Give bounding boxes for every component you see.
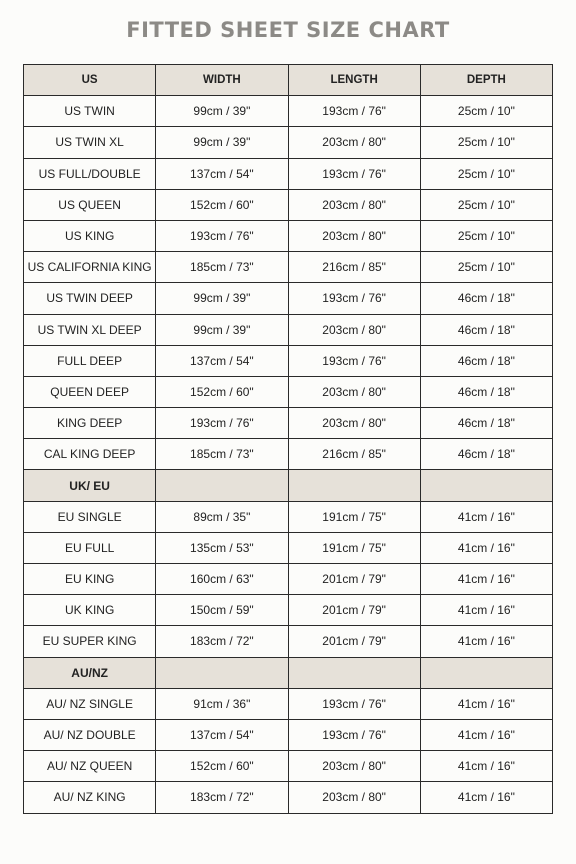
section-blank-cell <box>288 657 420 688</box>
section-blank-cell <box>156 470 288 501</box>
length-value-cell: 203cm / 80" <box>288 408 420 439</box>
depth-value-cell: 41cm / 16" <box>420 501 552 532</box>
width-value-cell: 160cm / 63" <box>156 564 288 595</box>
table-row <box>24 751 553 782</box>
size-name-cell: AU/ NZ KING <box>24 782 156 813</box>
depth-value-cell: 41cm / 16" <box>420 688 552 719</box>
size-name-cell: US TWIN XL <box>24 127 156 158</box>
length-value-cell: 216cm / 85" <box>288 439 420 470</box>
width-value-cell: 91cm / 36" <box>156 688 288 719</box>
depth-value-cell: 41cm / 16" <box>420 595 552 626</box>
length-value-cell: 193cm / 76" <box>288 719 420 750</box>
length-value-cell: 193cm / 76" <box>288 158 420 189</box>
table-row <box>24 127 553 158</box>
table-row <box>24 719 553 750</box>
width-value-cell: 99cm / 39" <box>156 314 288 345</box>
size-chart-table <box>23 64 553 814</box>
table-row <box>24 688 553 719</box>
size-name-cell: US TWIN DEEP <box>24 283 156 314</box>
width-value-cell: 137cm / 54" <box>156 345 288 376</box>
width-value-cell: 137cm / 54" <box>156 158 288 189</box>
table-row <box>24 376 553 407</box>
table-row <box>24 626 553 657</box>
section-blank-cell <box>420 657 552 688</box>
size-name-cell: US KING <box>24 220 156 251</box>
length-value-cell: 203cm / 80" <box>288 751 420 782</box>
header-depth: DEPTH <box>420 65 552 96</box>
length-value-cell: 216cm / 85" <box>288 252 420 283</box>
width-value-cell: 137cm / 54" <box>156 719 288 750</box>
table-row <box>24 532 553 563</box>
table-row <box>24 283 553 314</box>
width-value-cell: 185cm / 73" <box>156 439 288 470</box>
length-value-cell: 191cm / 75" <box>288 532 420 563</box>
width-value-cell: 152cm / 60" <box>156 751 288 782</box>
width-value-cell: 152cm / 60" <box>156 189 288 220</box>
depth-value-cell: 46cm / 18" <box>420 376 552 407</box>
header-length: LENGTH <box>288 65 420 96</box>
length-value-cell: 201cm / 79" <box>288 564 420 595</box>
size-name-cell: US FULL/DOUBLE <box>24 158 156 189</box>
size-name-cell: US CALIFORNIA KING <box>24 252 156 283</box>
depth-value-cell: 25cm / 10" <box>420 189 552 220</box>
section-blank-cell <box>420 470 552 501</box>
depth-value-cell: 41cm / 16" <box>420 751 552 782</box>
size-name-cell: EU SINGLE <box>24 501 156 532</box>
depth-value-cell: 41cm / 16" <box>420 719 552 750</box>
section-blank-cell <box>288 470 420 501</box>
width-value-cell: 152cm / 60" <box>156 376 288 407</box>
width-value-cell: 99cm / 39" <box>156 96 288 127</box>
table-row <box>24 782 553 813</box>
depth-value-cell: 41cm / 16" <box>420 782 552 813</box>
length-value-cell: 203cm / 80" <box>288 314 420 345</box>
size-name-cell: AU/ NZ DOUBLE <box>24 719 156 750</box>
width-value-cell: 99cm / 39" <box>156 283 288 314</box>
width-value-cell: 183cm / 72" <box>156 626 288 657</box>
header-region: US <box>24 65 156 96</box>
size-name-cell: KING DEEP <box>24 408 156 439</box>
length-value-cell: 193cm / 76" <box>288 283 420 314</box>
width-value-cell: 185cm / 73" <box>156 252 288 283</box>
width-value-cell: 135cm / 53" <box>156 532 288 563</box>
length-value-cell: 203cm / 80" <box>288 189 420 220</box>
depth-value-cell: 25cm / 10" <box>420 252 552 283</box>
depth-value-cell: 25cm / 10" <box>420 96 552 127</box>
table-row <box>24 158 553 189</box>
size-name-cell: FULL DEEP <box>24 345 156 376</box>
depth-value-cell: 46cm / 18" <box>420 439 552 470</box>
depth-value-cell: 46cm / 18" <box>420 314 552 345</box>
depth-value-cell: 46cm / 18" <box>420 408 552 439</box>
size-name-cell: EU SUPER KING <box>24 626 156 657</box>
section-blank-cell <box>156 657 288 688</box>
depth-value-cell: 25cm / 10" <box>420 158 552 189</box>
size-name-cell: QUEEN DEEP <box>24 376 156 407</box>
size-name-cell: CAL KING DEEP <box>24 439 156 470</box>
table-row <box>24 252 553 283</box>
size-name-cell: AU/ NZ QUEEN <box>24 751 156 782</box>
depth-value-cell: 41cm / 16" <box>420 626 552 657</box>
table-row <box>24 189 553 220</box>
length-value-cell: 191cm / 75" <box>288 501 420 532</box>
size-name-cell: EU KING <box>24 564 156 595</box>
size-name-cell: US TWIN <box>24 96 156 127</box>
length-value-cell: 203cm / 80" <box>288 782 420 813</box>
width-value-cell: 150cm / 59" <box>156 595 288 626</box>
size-name-cell: AU/ NZ SINGLE <box>24 688 156 719</box>
width-value-cell: 99cm / 39" <box>156 127 288 158</box>
section-label: AU/NZ <box>24 657 156 688</box>
table-row <box>24 564 553 595</box>
table-row <box>24 439 553 470</box>
section-header-row <box>24 470 553 501</box>
table-header-row <box>24 65 553 96</box>
depth-value-cell: 46cm / 18" <box>420 283 552 314</box>
width-value-cell: 89cm / 35" <box>156 501 288 532</box>
length-value-cell: 201cm / 79" <box>288 626 420 657</box>
section-label: UK/ EU <box>24 470 156 501</box>
length-value-cell: 203cm / 80" <box>288 127 420 158</box>
table-row <box>24 501 553 532</box>
size-name-cell: UK KING <box>24 595 156 626</box>
depth-value-cell: 25cm / 10" <box>420 220 552 251</box>
length-value-cell: 193cm / 76" <box>288 96 420 127</box>
table-row <box>24 314 553 345</box>
size-name-cell: EU FULL <box>24 532 156 563</box>
depth-value-cell: 25cm / 10" <box>420 127 552 158</box>
length-value-cell: 203cm / 80" <box>288 220 420 251</box>
header-width: WIDTH <box>156 65 288 96</box>
length-value-cell: 203cm / 80" <box>288 376 420 407</box>
table-row <box>24 408 553 439</box>
table-body <box>24 96 553 813</box>
length-value-cell: 201cm / 79" <box>288 595 420 626</box>
table-row <box>24 220 553 251</box>
width-value-cell: 183cm / 72" <box>156 782 288 813</box>
length-value-cell: 193cm / 76" <box>288 345 420 376</box>
depth-value-cell: 46cm / 18" <box>420 345 552 376</box>
length-value-cell: 193cm / 76" <box>288 688 420 719</box>
size-name-cell: US QUEEN <box>24 189 156 220</box>
width-value-cell: 193cm / 76" <box>156 220 288 251</box>
table-row <box>24 96 553 127</box>
page-title: FITTED SHEET SIZE CHART <box>126 18 450 42</box>
depth-value-cell: 41cm / 16" <box>420 564 552 595</box>
depth-value-cell: 41cm / 16" <box>420 532 552 563</box>
size-name-cell: US TWIN XL DEEP <box>24 314 156 345</box>
section-header-row <box>24 657 553 688</box>
table-row <box>24 345 553 376</box>
table-row <box>24 595 553 626</box>
width-value-cell: 193cm / 76" <box>156 408 288 439</box>
